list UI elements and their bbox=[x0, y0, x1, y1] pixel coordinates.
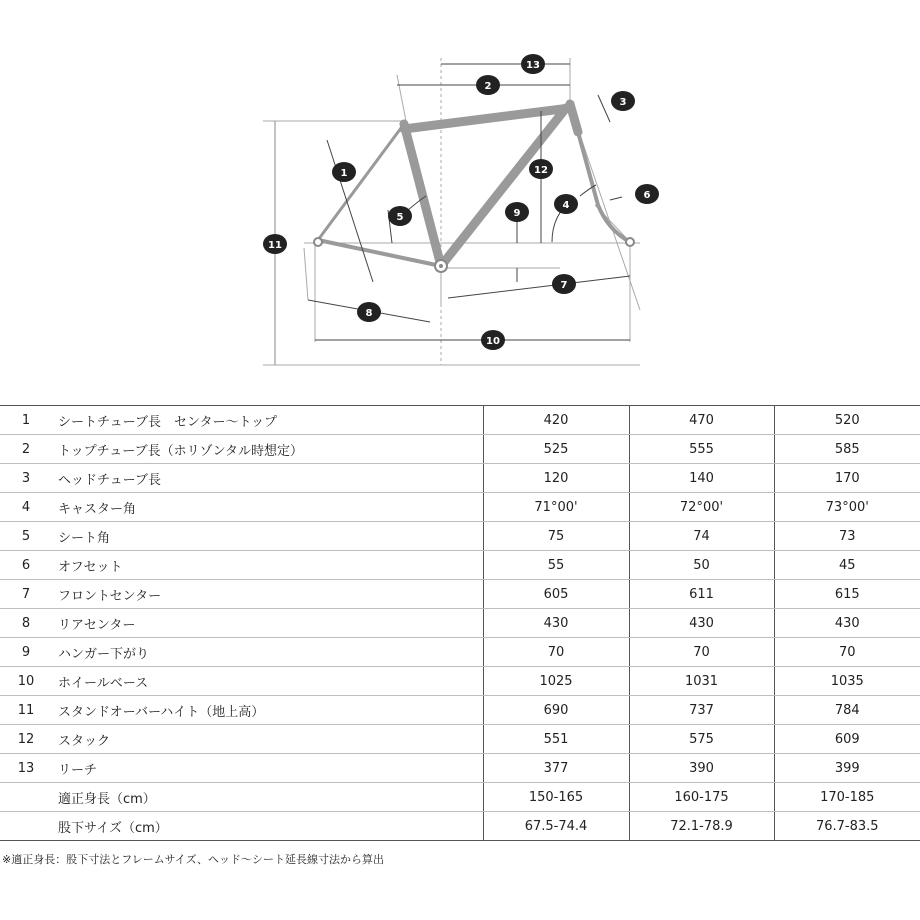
table-row bbox=[0, 609, 920, 638]
size-value-1: 605 bbox=[483, 580, 629, 609]
badge-6 bbox=[635, 184, 659, 204]
row-label: 股下サイズ（cm） bbox=[52, 812, 483, 841]
row-label: 適正身長（cm） bbox=[52, 783, 483, 812]
size-value-1: 71°00' bbox=[483, 493, 629, 522]
svg-text:10: 10 bbox=[486, 336, 500, 347]
badge-9 bbox=[505, 202, 529, 222]
size-value-2: 70 bbox=[629, 638, 774, 667]
row-number bbox=[0, 783, 52, 812]
size-value-3: 1035 bbox=[774, 667, 920, 696]
table-row bbox=[0, 696, 920, 725]
size-value-3: 73 bbox=[774, 522, 920, 551]
badge-11 bbox=[263, 234, 287, 254]
size-value-3: 520 bbox=[774, 406, 920, 435]
svg-text:12: 12 bbox=[534, 165, 548, 176]
row-label: リアセンター bbox=[52, 609, 483, 638]
badge-3 bbox=[611, 91, 635, 111]
row-label: キャスター角 bbox=[52, 493, 483, 522]
svg-text:4: 4 bbox=[562, 200, 570, 211]
row-number: 1 bbox=[0, 406, 52, 435]
svg-text:6: 6 bbox=[643, 190, 651, 201]
table-row bbox=[0, 725, 920, 754]
size-value-1: 75 bbox=[483, 522, 629, 551]
svg-text:9: 9 bbox=[513, 208, 521, 219]
row-label: オフセット bbox=[52, 551, 483, 580]
size-value-2: 611 bbox=[629, 580, 774, 609]
row-number: 11 bbox=[0, 696, 52, 725]
table-row bbox=[0, 406, 920, 435]
size-value-1: 690 bbox=[483, 696, 629, 725]
table-row bbox=[0, 812, 920, 841]
row-label: シートチューブ長 センター〜トップ bbox=[52, 406, 483, 435]
table-row bbox=[0, 435, 920, 464]
svg-text:13: 13 bbox=[526, 60, 540, 71]
size-value-1: 70 bbox=[483, 638, 629, 667]
size-value-3: 615 bbox=[774, 580, 920, 609]
row-number: 9 bbox=[0, 638, 52, 667]
table-row bbox=[0, 754, 920, 783]
size-value-1: 377 bbox=[483, 754, 629, 783]
size-value-2: 140 bbox=[629, 464, 774, 493]
row-label: ヘッドチューブ長 bbox=[52, 464, 483, 493]
svg-text:2: 2 bbox=[484, 81, 492, 92]
size-value-1: 120 bbox=[483, 464, 629, 493]
badge-1 bbox=[332, 162, 356, 182]
svg-text:3: 3 bbox=[619, 97, 627, 108]
row-number: 6 bbox=[0, 551, 52, 580]
geometry-table bbox=[0, 405, 920, 841]
row-number: 12 bbox=[0, 725, 52, 754]
size-value-2: 555 bbox=[629, 435, 774, 464]
row-number: 4 bbox=[0, 493, 52, 522]
size-value-3: 170 bbox=[774, 464, 920, 493]
badge-13 bbox=[521, 54, 545, 74]
row-label: ハンガー下がり bbox=[52, 638, 483, 667]
row-label: フロントセンター bbox=[52, 580, 483, 609]
size-value-3: 45 bbox=[774, 551, 920, 580]
row-label: スタンドオーバーハイト（地上高） bbox=[52, 696, 483, 725]
badge-10 bbox=[481, 330, 505, 350]
table-row bbox=[0, 464, 920, 493]
row-number: 10 bbox=[0, 667, 52, 696]
row-label: シート角 bbox=[52, 522, 483, 551]
size-value-2: 390 bbox=[629, 754, 774, 783]
size-value-3: 73°00' bbox=[774, 493, 920, 522]
row-number: 5 bbox=[0, 522, 52, 551]
svg-text:1: 1 bbox=[340, 168, 348, 179]
badge-2 bbox=[476, 75, 500, 95]
size-value-2: 72°00' bbox=[629, 493, 774, 522]
size-value-3: 784 bbox=[774, 696, 920, 725]
table-row bbox=[0, 522, 920, 551]
table-row bbox=[0, 783, 920, 812]
table-row bbox=[0, 551, 920, 580]
size-value-3: 585 bbox=[774, 435, 920, 464]
frame-geometry-diagram bbox=[0, 0, 920, 400]
size-value-1: 551 bbox=[483, 725, 629, 754]
row-number: 7 bbox=[0, 580, 52, 609]
table-row bbox=[0, 667, 920, 696]
size-value-2: 50 bbox=[629, 551, 774, 580]
size-value-1: 150-165 bbox=[483, 783, 629, 812]
badge-7 bbox=[552, 274, 576, 294]
size-value-3: 70 bbox=[774, 638, 920, 667]
svg-text:5: 5 bbox=[396, 212, 404, 223]
row-number: 13 bbox=[0, 754, 52, 783]
table-row bbox=[0, 493, 920, 522]
footnote: ※適正身長：股下寸法とフレームサイズ、ヘッド〜シート延長線寸法から算出 bbox=[2, 853, 385, 866]
svg-text:11: 11 bbox=[268, 240, 282, 251]
size-value-1: 67.5-74.4 bbox=[483, 812, 629, 841]
row-label: リーチ bbox=[52, 754, 483, 783]
size-value-2: 72.1-78.9 bbox=[629, 812, 774, 841]
size-value-3: 76.7-83.5 bbox=[774, 812, 920, 841]
size-value-2: 737 bbox=[629, 696, 774, 725]
size-value-2: 74 bbox=[629, 522, 774, 551]
size-value-1: 1025 bbox=[483, 667, 629, 696]
row-number: 2 bbox=[0, 435, 52, 464]
svg-text:7: 7 bbox=[560, 280, 568, 291]
badge-12 bbox=[529, 159, 553, 179]
size-value-3: 609 bbox=[774, 725, 920, 754]
badge-4 bbox=[554, 194, 578, 214]
size-value-2: 1031 bbox=[629, 667, 774, 696]
row-label: ホイールベース bbox=[52, 667, 483, 696]
size-value-1: 430 bbox=[483, 609, 629, 638]
table-row bbox=[0, 580, 920, 609]
row-label: トップチューブ長（ホリゾンタル時想定） bbox=[52, 435, 483, 464]
size-value-2: 160-175 bbox=[629, 783, 774, 812]
row-number: 3 bbox=[0, 464, 52, 493]
svg-text:8: 8 bbox=[365, 308, 373, 319]
size-value-2: 430 bbox=[629, 609, 774, 638]
size-value-1: 420 bbox=[483, 406, 629, 435]
size-value-3: 430 bbox=[774, 609, 920, 638]
size-value-2: 470 bbox=[629, 406, 774, 435]
size-value-3: 399 bbox=[774, 754, 920, 783]
size-value-3: 170-185 bbox=[774, 783, 920, 812]
size-value-2: 575 bbox=[629, 725, 774, 754]
row-number: 8 bbox=[0, 609, 52, 638]
badge-5 bbox=[388, 206, 412, 226]
row-number bbox=[0, 812, 52, 841]
badge-8 bbox=[357, 302, 381, 322]
row-label: スタック bbox=[52, 725, 483, 754]
table-row bbox=[0, 638, 920, 667]
size-value-1: 55 bbox=[483, 551, 629, 580]
size-value-1: 525 bbox=[483, 435, 629, 464]
